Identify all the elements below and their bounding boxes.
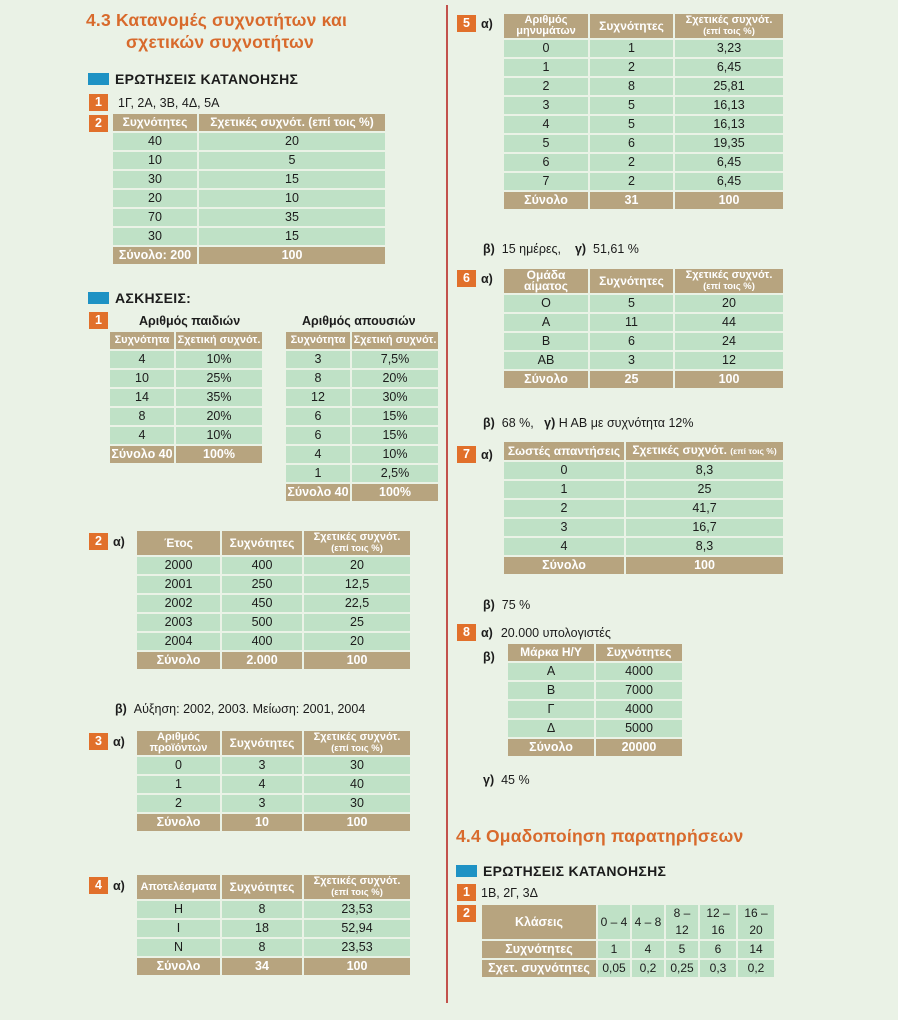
ex5-b-g: β) 15 ημέρες, γ) 51,61 %	[483, 242, 639, 256]
table-cell: 30%	[352, 389, 438, 406]
table-cell: 5	[590, 116, 673, 133]
table-row	[113, 209, 385, 226]
table-cell: Β	[508, 682, 594, 699]
ex6-table: Ομάδα αίματος Συχνότητες Σχετικές συχνότ. (επί τοις %) Ο 5 20 Α 11 44 Β 6 24 ΑΒ 3 12 Σύνολο 25 100	[502, 267, 785, 390]
table-cell: 5	[590, 97, 673, 114]
table-cell: 6,45	[675, 154, 783, 171]
table-row	[504, 135, 783, 152]
title-line-1: 4.3 Κατανομές συχνοτήτων και	[86, 10, 348, 30]
table-cell: 30	[113, 171, 197, 188]
table-cell: 3	[504, 519, 624, 536]
comprehension-questions-heading-4-4: ΕΡΩΤΗΣΕΙΣ ΚΑΤΑΝΟΗΣΗΣ	[456, 863, 666, 879]
table-cell: 8 – 12	[666, 905, 698, 939]
table-cell: 2000	[137, 557, 220, 574]
table-cell: 0	[504, 462, 624, 479]
table-cell: 30	[113, 228, 197, 245]
ex7-b: β) 75 %	[483, 598, 531, 612]
table-row	[504, 500, 783, 517]
table-cell: Η	[137, 901, 220, 918]
row-header: Σχετ. συχνότητες	[482, 960, 596, 977]
table-row	[110, 389, 262, 406]
table-cell: 12,5	[304, 576, 410, 593]
table-cell: 3	[286, 351, 350, 368]
table-row	[113, 171, 385, 188]
table-cell: 4000	[596, 701, 682, 718]
table-cell: 0	[504, 40, 588, 57]
table-row	[137, 595, 410, 612]
table-cell: 2	[504, 78, 588, 95]
table-cell: 5	[199, 152, 385, 169]
table-cell: 6	[286, 427, 350, 444]
exercises-heading: ΑΣΚΗΣΕΙΣ:	[88, 290, 191, 306]
classes-table	[480, 903, 776, 979]
table-row	[508, 701, 682, 718]
exercise-8-label: 8 α) 20.000 υπολογιστές	[457, 624, 611, 641]
table-row	[137, 776, 410, 793]
table-row	[286, 370, 438, 387]
ex7-table: Σωστές απαντήσεις Σχετικές συχνότ. (επί τοις %) 0 8,3 1 25 2 41,7 3 16,7 4 8,3 Σύνολο 100	[502, 440, 785, 576]
table-cell: 23,53	[304, 939, 410, 956]
table-cell: 35	[199, 209, 385, 226]
table-cell: Γ	[508, 701, 594, 718]
table-cell: 3	[504, 97, 588, 114]
ex8-b-label: β)	[483, 650, 495, 664]
question-answer: 1Γ, 2Α, 3Β, 4Δ, 5Α	[118, 95, 220, 110]
table-cell: 6	[700, 941, 736, 958]
table-cell: 400	[222, 557, 302, 574]
exercise-3-label: 3 α)	[89, 733, 125, 750]
table-cell: 4000	[596, 663, 682, 680]
exercise-2-label: 2 α)	[89, 533, 125, 550]
table-row	[504, 333, 783, 350]
table-row	[137, 795, 410, 812]
table-cell: 2002	[137, 595, 220, 612]
table-cell: 20	[304, 633, 410, 650]
table-cell: 4	[110, 351, 174, 368]
table-row	[482, 960, 774, 977]
table-cell: 19,35	[675, 135, 783, 152]
table-cell: 15%	[352, 408, 438, 425]
table-cell: 5	[504, 135, 588, 152]
table-cell: 10	[199, 190, 385, 207]
table-cell: 12	[675, 352, 783, 369]
table-row	[113, 190, 385, 207]
table-row	[482, 941, 774, 958]
table-cell: 8	[286, 370, 350, 387]
table-cell: 44	[675, 314, 783, 331]
table-row	[110, 370, 262, 387]
table-cell: 20	[113, 190, 197, 207]
table-cell: 2	[590, 154, 673, 171]
table-row	[504, 314, 783, 331]
question-number: 1	[89, 94, 108, 111]
table-row	[508, 682, 682, 699]
table-row	[286, 427, 438, 444]
table-row	[504, 97, 783, 114]
ex4-table: Αποτελέσματα Συχνότητες Σχετικές συχνότ. (επί τοις %) Η 8 23,53 Ι 18 52,94 Ν 8 23,53 Σύνολο 34 100	[135, 873, 412, 977]
q44-2-number: 2	[457, 905, 476, 922]
table-cell: 52,94	[304, 920, 410, 937]
col-header: Συχνότητες	[113, 114, 197, 131]
table-cell: 4	[286, 446, 350, 463]
table-cell: 1	[590, 40, 673, 57]
question-1	[89, 94, 219, 111]
table-cell: 1	[137, 776, 220, 793]
table-cell: 16 – 20	[738, 905, 774, 939]
exercise-6-label: 6 α)	[457, 270, 493, 287]
table-row	[113, 133, 385, 150]
total-value: 100	[199, 247, 385, 264]
exercise-1-number: 1	[89, 312, 108, 329]
table-row	[137, 901, 410, 918]
table-cell: 8	[222, 901, 302, 918]
table-cell: 8,3	[626, 538, 783, 555]
table-cell: 15%	[352, 427, 438, 444]
table-cell: 2001	[137, 576, 220, 593]
table-cell: 20	[199, 133, 385, 150]
row-header: Συχνότητες	[482, 941, 596, 958]
table-cell: 22,5	[304, 595, 410, 612]
table-cell: 24	[675, 333, 783, 350]
table-cell: 25	[304, 614, 410, 631]
section-square-icon	[88, 73, 109, 85]
ex8-g: γ) 45 %	[483, 773, 530, 787]
table-cell: 8	[222, 939, 302, 956]
ex6-b-g: β) 68 %, γ) Η ΑΒ με συχνότητα 12%	[483, 416, 694, 430]
table-cell: 4	[632, 941, 664, 958]
ex5-table: Αριθμός μηνυμάτων Συχνότητες Σχετικές συχνότ. (επί τοις %) 0 1 3,23 1 2 6,45 2 8 25,81 3 5 16,13 4 5 16,13 5 6 19,35 6 2 6,45 7 2 6,45 Σύνολο 31 100	[502, 12, 785, 211]
table-cell: 6,45	[675, 173, 783, 190]
table-cell: 12	[286, 389, 350, 406]
comprehension-questions-heading: ΕΡΩΤΗΣΕΙΣ ΚΑΤΑΝΟΗΣΗΣ	[88, 71, 298, 87]
table-cell: 12 – 16	[700, 905, 736, 939]
section-square-icon	[456, 865, 477, 877]
table-cell: 8	[590, 78, 673, 95]
table-cell: Β	[504, 333, 588, 350]
table-row	[110, 351, 262, 368]
q2-table	[111, 112, 387, 266]
table-cell: 4	[504, 116, 588, 133]
table-row	[482, 905, 774, 939]
table-row	[137, 939, 410, 956]
title-line-2: σχετικών συχνοτήτων	[126, 32, 314, 52]
table-cell: 1	[504, 59, 588, 76]
table-cell: Α	[504, 314, 588, 331]
table-cell: 2	[504, 500, 624, 517]
table-row	[286, 465, 438, 482]
table-row	[137, 757, 410, 774]
total-label: Σύνολο: 200	[113, 247, 197, 264]
table-cell: Ν	[137, 939, 220, 956]
table-row	[137, 576, 410, 593]
table-cell: 20	[675, 295, 783, 312]
col-header: Σχετικές συχνότ. (επί τοις %)	[199, 114, 385, 131]
table-cell: 8,3	[626, 462, 783, 479]
table-row	[286, 389, 438, 406]
table-row	[504, 538, 783, 555]
table-row	[286, 351, 438, 368]
table-cell: 14	[738, 941, 774, 958]
section-title-4-4: 4.4 Ομαδοποίηση παρατηρήσεων	[456, 826, 744, 846]
table-cell: 16,13	[675, 97, 783, 114]
table-cell: 8	[110, 408, 174, 425]
table-cell: 6	[590, 135, 673, 152]
table-cell: 25	[626, 481, 783, 498]
table-cell: Δ	[508, 720, 594, 737]
table-cell: 30	[304, 757, 410, 774]
table-cell: 10	[110, 370, 174, 387]
table-cell: 7	[504, 173, 588, 190]
table-cell: 4	[504, 538, 624, 555]
table-cell: 1	[598, 941, 630, 958]
table-cell: 2003	[137, 614, 220, 631]
table-row	[137, 920, 410, 937]
table-cell: 4	[222, 776, 302, 793]
table-cell: 0,25	[666, 960, 698, 977]
table-cell: 70	[113, 209, 197, 226]
table-cell: 20%	[352, 370, 438, 387]
table-cell: 6,45	[675, 59, 783, 76]
table-cell: 20	[304, 557, 410, 574]
section-square-icon	[88, 292, 109, 304]
table-row	[508, 720, 682, 737]
section-title-4-3	[86, 9, 347, 53]
table-cell: 10	[113, 152, 197, 169]
table-row	[504, 481, 783, 498]
table-cell: 0	[137, 757, 220, 774]
table-cell: 5	[666, 941, 698, 958]
table-cell: 40	[113, 133, 197, 150]
table-cell: 10%	[352, 446, 438, 463]
table-cell: 3	[222, 795, 302, 812]
table-cell: 0 – 4	[598, 905, 630, 939]
table-cell: 4	[110, 427, 174, 444]
table-cell: 3,23	[675, 40, 783, 57]
table-cell: 6	[286, 408, 350, 425]
table-row	[504, 40, 783, 57]
q44-1: 1 1Β, 2Γ, 3Δ	[457, 884, 538, 901]
table-row	[504, 78, 783, 95]
table-cell: Ο	[504, 295, 588, 312]
table-cell: 4 – 8	[632, 905, 664, 939]
table-row	[504, 154, 783, 171]
table-row	[286, 408, 438, 425]
table-cell: 1	[286, 465, 350, 482]
table-cell: 41,7	[626, 500, 783, 517]
table-row	[504, 59, 783, 76]
table-cell: 400	[222, 633, 302, 650]
exercise-5-label: 5 α)	[457, 15, 493, 32]
row-header: Κλάσεις	[482, 905, 596, 939]
table-cell: 2,5%	[352, 465, 438, 482]
table-cell: 10%	[176, 351, 262, 368]
table-row	[137, 633, 410, 650]
table-row	[504, 173, 783, 190]
table-cell: 3	[222, 757, 302, 774]
table-cell: 35%	[176, 389, 262, 406]
table-cell: 0,2	[632, 960, 664, 977]
table-cell: 40	[304, 776, 410, 793]
ex2-b: β) Αύξηση: 2002, 2003. Μείωση: 2001, 2004	[115, 702, 366, 716]
table-cell: 10%	[176, 427, 262, 444]
table-cell: ΑΒ	[504, 352, 588, 369]
table-cell: 16,7	[626, 519, 783, 536]
ex8-table: Μάρκα Η/Υ Συχνότητες Α 4000 Β 7000 Γ 4000 Δ 5000 Σύνολο 20000	[506, 642, 684, 758]
table-cell: 500	[222, 614, 302, 631]
table-cell: 0,3	[700, 960, 736, 977]
question-2-number: 2	[89, 115, 108, 132]
table-cell: 15	[199, 228, 385, 245]
table-cell: Α	[508, 663, 594, 680]
table-cell: 6	[504, 154, 588, 171]
table-cell: 0,05	[598, 960, 630, 977]
table-cell: 5	[590, 295, 673, 312]
table-cell: 25,81	[675, 78, 783, 95]
exercise-4-label: 4 α)	[89, 877, 125, 894]
ex1-table-b: Συχνότητα Σχετική συχνότ. 3 7,5% 8 20% 12 30% 6 15% 6 15% 4 10% 1 2,5% Σύνολο 40 100%	[287, 334, 437, 499]
table-row	[508, 663, 682, 680]
table-row	[110, 408, 262, 425]
table-cell: 14	[110, 389, 174, 406]
table-cell: 3	[590, 352, 673, 369]
table-row	[504, 295, 783, 312]
table-row	[113, 152, 385, 169]
table-cell: 30	[304, 795, 410, 812]
ex2-table: Έτος Συχνότητες Σχετικές συχνότ. (επί τοις %) 2000 400 20 2001 250 12,5 2002 450 22,5 2003 500 25 2004 400 20 Σύνολο 2.000 100	[135, 529, 412, 671]
table-row	[286, 446, 438, 463]
table-cell: 0,2	[738, 960, 774, 977]
exercise-7-label: 7 α)	[457, 446, 493, 463]
table-cell: 6	[590, 333, 673, 350]
table-cell: 450	[222, 595, 302, 612]
table-cell: 250	[222, 576, 302, 593]
table-cell: 15	[199, 171, 385, 188]
ex3-table: Αριθμός προϊόντων Συχνότητες Σχετικές συχνότ. (επί τοις %) 0 3 30 1 4 40 2 3 30 Σύνολο 10 100	[135, 729, 412, 833]
table-row	[504, 116, 783, 133]
column-divider	[446, 5, 448, 1003]
table-a-title: Αριθμός παιδιών	[139, 314, 241, 328]
table-row	[504, 462, 783, 479]
table-row	[137, 557, 410, 574]
table-cell: 2	[590, 59, 673, 76]
table-cell: 5000	[596, 720, 682, 737]
table-cell: 7,5%	[352, 351, 438, 368]
table-cell: 2004	[137, 633, 220, 650]
table-row	[504, 352, 783, 369]
table-cell: 25%	[176, 370, 262, 387]
table-cell: 16,13	[675, 116, 783, 133]
table-row	[110, 427, 262, 444]
table-cell: 7000	[596, 682, 682, 699]
table-row	[137, 614, 410, 631]
table-cell: Ι	[137, 920, 220, 937]
table-cell: 2	[137, 795, 220, 812]
table-b-title: Αριθμός απουσιών	[302, 314, 416, 328]
table-cell: 2	[590, 173, 673, 190]
table-cell: 18	[222, 920, 302, 937]
ex1-table-a: Συχνότητα Σχετική συχνότ. 4 10% 10 25% 14 35% 8 20% 4 10% Σύνολο 40 100%	[111, 334, 261, 461]
table-cell: 1	[504, 481, 624, 498]
table-row	[504, 519, 783, 536]
table-cell: 20%	[176, 408, 262, 425]
table-row	[113, 228, 385, 245]
table-cell: 11	[590, 314, 673, 331]
table-cell: 23,53	[304, 901, 410, 918]
